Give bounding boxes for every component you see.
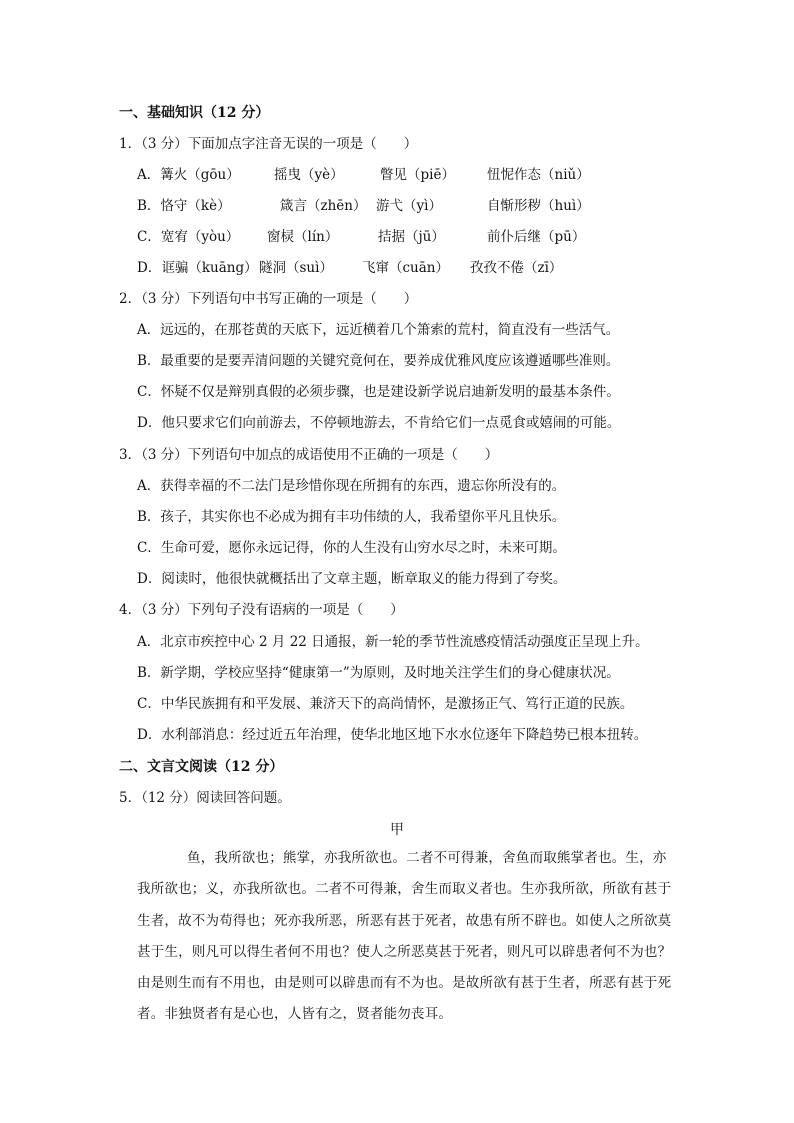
q1-option-c-2: 窗棂（lín） <box>267 229 339 245</box>
q1-option-b-3: 游弋（yì） <box>376 198 442 214</box>
q1-option-b-4: 自惭形秽（huì） <box>487 198 590 214</box>
q1-option-d-3: 飞窜（cuān） <box>362 260 449 276</box>
question-5-stem: 5．（12 分）阅读回答问题。 <box>119 790 291 806</box>
q4-option-a: A．北京市疾控中心 2 月 22 日通报，新一轮的季节性流感疫情活动强度正呈现上升。 <box>137 634 649 650</box>
q2-option-b: B．最重要的是要弄清问题的关键究竟何在，要养成优雅风度应该遵遁哪些准则。 <box>137 353 620 369</box>
q1-option-b-2: 箴言（zhēn） <box>280 198 367 214</box>
q1-option-d-4: 孜孜不倦（zī） <box>470 260 563 276</box>
question-3-stem: 3．（3 分）下列语句中加点的成语使用不正确的一项是（ ） <box>119 447 499 463</box>
q1-option-a-2: 摇曳（yè） <box>274 167 344 183</box>
q3-option-d: D．阅读时，他很快就概括出了文章主题，断章取义的能力得到了夸奖。 <box>137 571 567 587</box>
section-heading-basics: 一、基础知识（12 分） <box>119 105 270 121</box>
passage-body: 鱼，我所欲也；熊掌，亦我所欲也。二者不可得兼，舍鱼而取熊掌者也。生，亦我所欲也；义，亦我所欲也。二者不可得兼，舍生而取义者也。生亦我所欲，所欲有甚于生者，故不为苟得也；死亦我所恶，所恶有甚于死者，故患有所不辟也。如使人之所欲莫甚于生，则凡可以得生者何不用也？使人之所恶莫甚于死者，则凡可以辟患者何不为也？由是则生而有不用也，由是则可以辟患而有不为也。是故所欲有甚于生者，所恶有甚于死者。非独贤者有是心也，人皆有之，贤者能勿丧耳。 <box>137 850 672 1023</box>
q3-option-a: A．获得幸福的不二法门是珍惜你现在所拥有的东西，遗忘你所没有的。 <box>137 478 566 494</box>
q4-option-d: D．水利部消息：经过近五年治理，使华北地区地下水水位逐年下降趋势已根本扭转。 <box>137 727 648 743</box>
question-1-stem: 1．（3 分）下面加点字注音无误的一项是（ ） <box>119 136 418 152</box>
q2-option-c: C．怀疑不仅是辩别真假的必须步骤，也是建设新学说启迪新发明的最基本条件。 <box>137 384 620 400</box>
q1-option-a-4: 忸怩作态（niǔ） <box>487 167 590 183</box>
q3-option-b: B．孩子，其实你也不必成为拥有丰功伟绩的人，我希望你平凡且快乐。 <box>137 509 566 525</box>
q1-option-c-1: C．宽宥（yòu） <box>137 229 240 245</box>
question-4-stem: 4．（3 分）下列句子没有语病的一项是（ ） <box>119 602 404 618</box>
question-2-stem: 2．（3 分）下列语句中书写正确的一项是（ ） <box>119 291 418 307</box>
q2-option-a: A．远远的，在那苍黄的天底下，远近横着几个箫索的荒村，简直没有一些活气。 <box>137 322 620 338</box>
q1-option-d-1: D．诓骗（kuāng） <box>137 260 258 276</box>
q4-option-c: C．中华民族拥有和平发展、兼济天下的高尚情怀，是激扬正气、笃行正道的民族。 <box>137 696 634 712</box>
section-heading-classical-reading: 二、文言文阅读（12 分） <box>119 759 284 775</box>
q1-option-a-3: 瞥见（piē） <box>380 167 455 183</box>
q1-option-d-2: 隧洞（suì） <box>259 260 333 276</box>
q4-option-b: B．新学期，学校应坚持“健康第一”为原则，及时地关注学生们的身心健康状况。 <box>137 665 620 681</box>
q1-option-c-4: 前仆后继（pū） <box>487 229 586 245</box>
passage-text <box>137 843 677 1031</box>
q2-option-d: D．他只要求它们向前游去，不停顿地游去，不肯给它们一点觅食或嬉闹的可能。 <box>137 415 621 431</box>
passage-title: 甲 <box>390 822 404 838</box>
q1-option-c-3: 拮据（jū） <box>378 229 445 245</box>
q1-option-b-1: B．恪守（kè） <box>137 198 231 214</box>
q1-option-a-1: A．篝火（gōu） <box>137 167 240 183</box>
q3-option-c: C．生命可爱，愿你永远记得，你的人生没有山穷水尽之时，未来可期。 <box>137 540 566 556</box>
